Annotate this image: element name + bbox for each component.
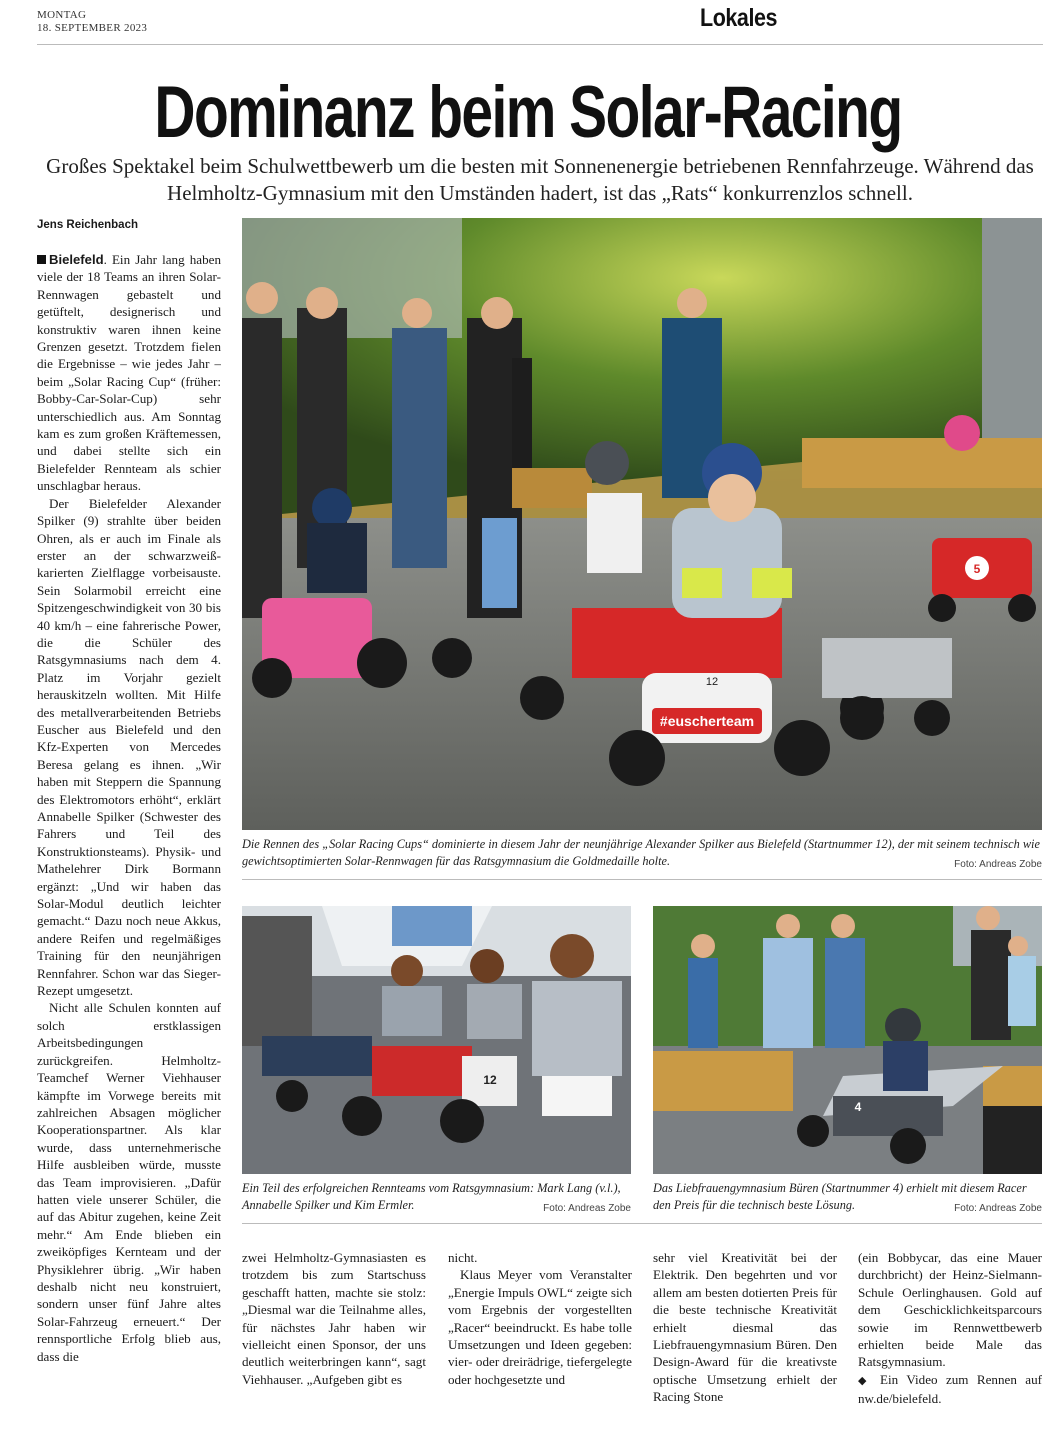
caption-rule bbox=[242, 879, 1042, 880]
headline-text: Dominanz beim Solar-Racing bbox=[153, 72, 902, 153]
subheadline: Großes Spektakel beim Schulwettbewerb um die besten mit Sonnenenergie betriebenen Rennfahrzeuge. Während das Helmholtz-Gymnasium mit den Umständen hadert, ist das „Rats“ konkurrenzlos schnell. bbox=[46, 154, 1034, 205]
paragraph: sehr viel Kreativität bei der Elektrik. Den begehrten und vor allem am besten dotierten Preis für die beste technische Kreativität erhielt diesmal das Liebfrauengymnasium Büren. Den Design-Award für die kreativste optische Umsetzung erhielt der Racing Stone bbox=[653, 1250, 837, 1405]
liebfrauen-photo bbox=[653, 906, 1042, 1174]
paragraph: nicht. bbox=[448, 1250, 478, 1265]
liebfrauen-photo-caption bbox=[653, 1180, 1042, 1217]
liebfrauen-photo-illustration bbox=[653, 906, 1042, 1174]
dateline: Bielefeld bbox=[49, 252, 104, 267]
diamond-icon: ◆ bbox=[858, 1374, 872, 1387]
small-kart-number: 5 bbox=[973, 562, 981, 576]
video-link-note[interactable] bbox=[858, 1371, 1042, 1408]
paragraph: (ein Bobbycar, das eine Mauer durchbricht) der Heinz-Sielmann-Schule Oerlinghausen. Gold auf dem Geschicklichkeitsparcours sowie im Rennwettbewerb erhielten beide Male das Ratsgymnasium. bbox=[858, 1250, 1042, 1370]
team-photo-caption bbox=[242, 1180, 631, 1217]
main-photo-credit: Foto: Andreas Zobe bbox=[954, 859, 1042, 870]
team-photo-illustration bbox=[242, 906, 631, 1174]
liebfrauen-photo-credit: Foto: Andreas Zobe bbox=[954, 1203, 1042, 1214]
paragraph: Klaus Meyer vom Veranstalter „Energie Impuls OWL“ zeigte sich vom Ergebnis der vorgestellten „Racer“ beeindruckt. Es habe tolle Umsetzungen und Ideen gegeben: vier- oder dreirädrige, tiefergelegte oder hochgesetzte und bbox=[448, 1267, 632, 1387]
article-column-4 bbox=[653, 1249, 837, 1429]
video-link-text[interactable]: Ein Video zum Rennen auf nw.de/bielefeld. bbox=[858, 1371, 1042, 1407]
paragraph: Der Bielefelder Alexander Spilker (9) strahlte über beiden Ohren, als er auch im Finale als erster an der schwarzweiß-karierten Zielflagge vorbeisauste. Sein Solarmobil erreicht eine Spitzengeschwindigkeit von 30 bis 40 km/h – eine fahrerische Power, die die Schüler des Ratsgymnasiums nach dem 4. Platz im Vorjahr gezielt herauskitzeln wollten. Mit Hilfe des metallverarbeitenden Betriebs Euscher aus Bielefeld und den Kfz-Experten von Mercedes Beresa gelang es ihnen. „Wir haben mit Steppern die Spannung des Elektromotors erhöht“, erklärt Annabelle Spilker (Schwester des Fahrers und Teil des Konstruktionsteams). Physik- und Mathelehrer Dirk Bormann ergänzt: „Und wir haben das Solar-Modul deutlich leichter gemacht.“ Dazu noch neue Akkus, andere Reifen und regelmäßiges Training für den neunjährigen Rennfahrer. Schon war das Sieger-Rezept umgesetzt. bbox=[37, 495, 221, 999]
header-rule bbox=[37, 44, 1043, 45]
paragraph: zwei Helmholtz-Gymnasiasten es trotzdem bis zum Startschuss geschafft hatten, machte sie stolz: „Diesmal war die Teilnahme alles, für nächstes Jahr haben wir vielleicht einen Sponsor, der uns deutlich weiterbringen kann“, sagt Viehhauser. „Aufgeben gibt es bbox=[242, 1250, 426, 1387]
main-caption-text: Die Rennen des „Solar Racing Cups“ dominierte in diesem Jahr der neunjährige Alexander Spilker aus Bielefeld (Startnummer 12), der mit seinem technisch wie gewichtsoptimierten Solar-Rennwagen für das Ratsgymnasium die Goldmedaille holte. bbox=[242, 837, 1040, 868]
team-photo bbox=[242, 906, 631, 1174]
kart-sign-text: #euscherteam bbox=[659, 713, 755, 729]
team-caption-text: Ein Teil des erfolgreichen Rennteams vom Ratsgymnasium: Mark Lang (v.l.), Annabelle Spilker und Kim Ermler. bbox=[242, 1181, 621, 1212]
main-photo bbox=[242, 218, 1042, 830]
issue-date bbox=[37, 9, 147, 35]
article-column-2 bbox=[242, 1249, 426, 1429]
issue-full-date: 18. SEPTEMBER 2023 bbox=[37, 22, 148, 34]
main-photo-caption bbox=[242, 836, 1042, 873]
team-photo-credit: Foto: Andreas Zobe bbox=[543, 1203, 631, 1214]
dateline-marker bbox=[37, 255, 46, 264]
byline: Jens Reichenbach bbox=[37, 219, 138, 231]
liebfrauen-caption-text: Das Liebfrauengymnasium Büren (Startnummer 4) erhielt mit diesem Racer den Preis für die technisch beste Lösung. bbox=[653, 1181, 1027, 1212]
article-column-3 bbox=[448, 1249, 632, 1429]
paragraph-text: . Ein Jahr lang haben viele der 18 Teams an ihren Solar-Rennwagen gebastelt und getüftelt, designerisch und konstruktiv waren ihnen keine Grenzen gesetzt. Trotzdem fielen die Ergebnisse – wie jedes Jahr – beim „Solar Racing Cup“ (früher: Bobby-Car-Solar-Cup) sehr unterschiedlich aus. Am Sonntag kam es zum großen Kräftemessen, und dabei stellte sich ein Bielefelder Rennteam als schier unschlagbar heraus. bbox=[37, 252, 221, 494]
liebfrauen-kart-number: 4 bbox=[854, 1100, 862, 1114]
article-column-1 bbox=[37, 251, 221, 1431]
paragraph bbox=[37, 251, 221, 495]
team-kart-number: 12 bbox=[483, 1073, 497, 1087]
headline bbox=[0, 72, 1055, 154]
article-column-5 bbox=[858, 1249, 1042, 1429]
main-photo-illustration bbox=[242, 218, 1042, 830]
caption-rule-lower bbox=[242, 1223, 1042, 1224]
issue-weekday: MONTAG bbox=[37, 9, 87, 21]
section-label: Lokales bbox=[700, 4, 778, 32]
paragraph: Nicht alle Schulen konnten auf solch erstklassigen Arbeitsbedingungen zurückgreifen. Helmholtz-Teamchef Werner Viehhauser kämpfte im Vorwege bereits mit zahlreichen Absagen möglicher Kooperationspartner. Als klar wurde, dass unternehmerische Hilfe ausbleiben würde, musste das Team improvisieren. „Dafür hatten viele unserer Schüler, die auf das Abitur zugehen, keine Zeit mehr.“ Am Ende blieben ein zweiköpfiges Kernteam und der Physiklehrer übrig. „Wir haben deshalb nicht neu konstruiert, sondern unser fünf Jahre altes Solar-Fahrzeug erneuert.“ Der rennsportliche Erfolg blieb aus, dass die bbox=[37, 1000, 221, 1364]
kart-number-text: 12 bbox=[705, 676, 719, 688]
